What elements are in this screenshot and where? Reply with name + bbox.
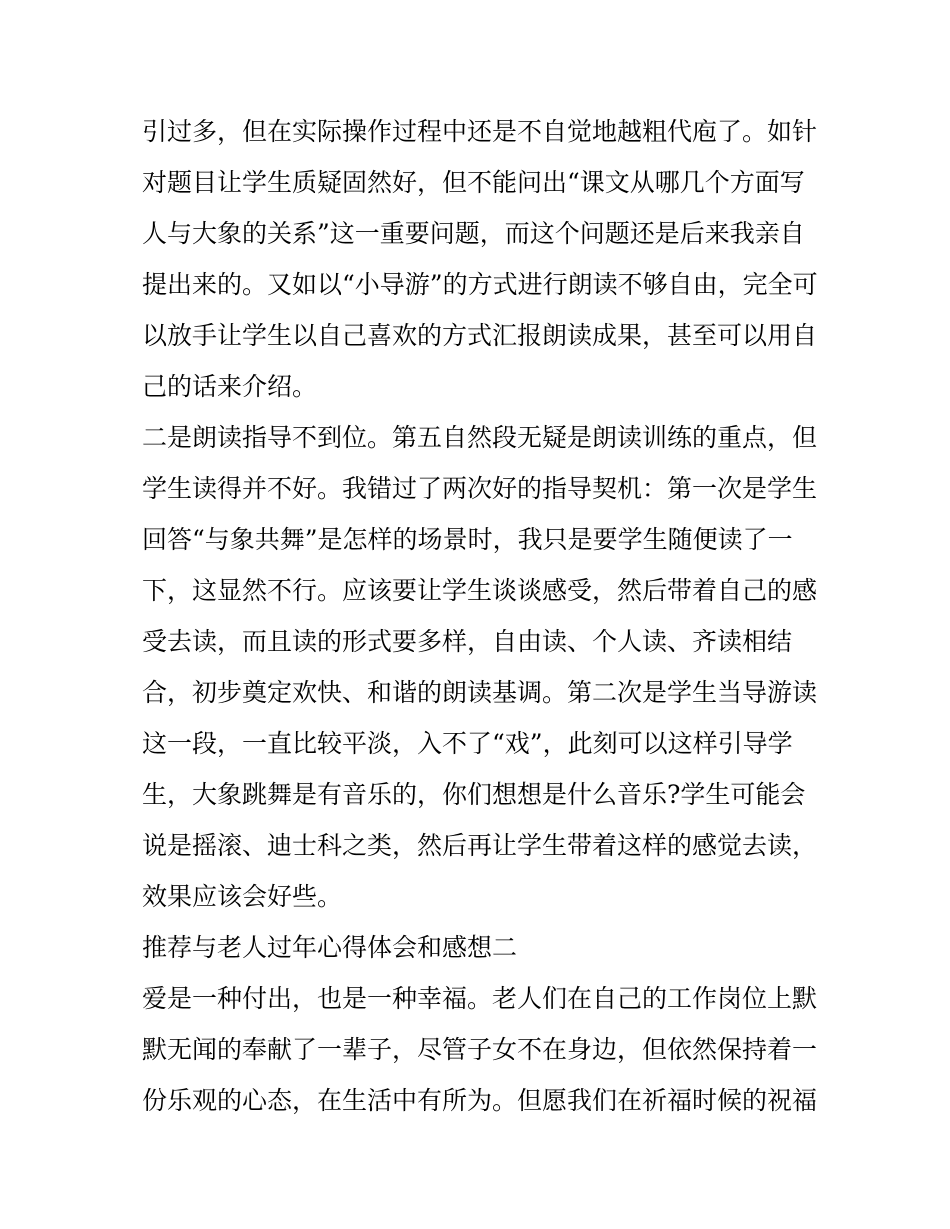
text-line: 人与大象的关系”这一重要问题，而这个问题还是后来我亲自: [142, 219, 805, 248]
text-line: 这一段，一直比较平淡，入不了“戏”，此刻可以这样引导学: [142, 729, 793, 758]
text-line: 以放手让学生以自己喜欢的方式汇报朗读成果，甚至可以用自: [142, 321, 818, 350]
text-line: 对题目让学生质疑固然好，但不能问出“课文从哪几个方面写: [142, 168, 805, 197]
text-line: 提出来的。又如以“小导游”的方式进行朗读不够自由，完全可: [142, 270, 818, 299]
text-line: 爱是一种付出，也是一种幸福。老人们在自己的工作岗位上默: [142, 984, 818, 1013]
section-heading: 推荐与老人过年心得体会和感想二: [142, 933, 518, 962]
text-line: 合，初步奠定欢快、和谐的朗读基调。第二次是学生当导游读: [142, 678, 818, 707]
text-line: 己的话来介绍。: [142, 372, 318, 401]
text-line: 二是朗读指导不到位。第五自然段无疑是朗读训练的重点，但: [142, 423, 818, 452]
text-line: 下，这显然不行。应该要让学生谈谈感受，然后带着自己的感: [142, 576, 818, 605]
text-line: 效果应该会好些。: [142, 882, 343, 911]
text-line: 学生读得并不好。我错过了两次好的指导契机：第一次是学生: [142, 474, 818, 503]
text-line: 说是摇滚、迪士科之类，然后再让学生带着这样的感觉去读，: [142, 831, 818, 860]
text-line: 回答“与象共舞”是怎样的场景时，我只是要学生随便读了一: [142, 525, 793, 554]
text-line: 引过多，但在实际操作过程中还是不自觉地越粗代庖了。如针: [142, 117, 818, 146]
text-line: 受去读，而且读的形式要多样，自由读、个人读、齐读相结: [142, 627, 793, 656]
document-body: [142, 106, 822, 1126]
text-line: 生，大象跳舞是有音乐的，你们想想是什么音乐?学生可能会: [142, 780, 806, 809]
text-line: 默无闻的奉献了一辈子，尽管子女不在身边，但依然保持着一: [142, 1035, 818, 1064]
text-line: 份乐观的心态，在生活中有所为。但愿我们在祈福时候的祝福: [142, 1086, 818, 1115]
